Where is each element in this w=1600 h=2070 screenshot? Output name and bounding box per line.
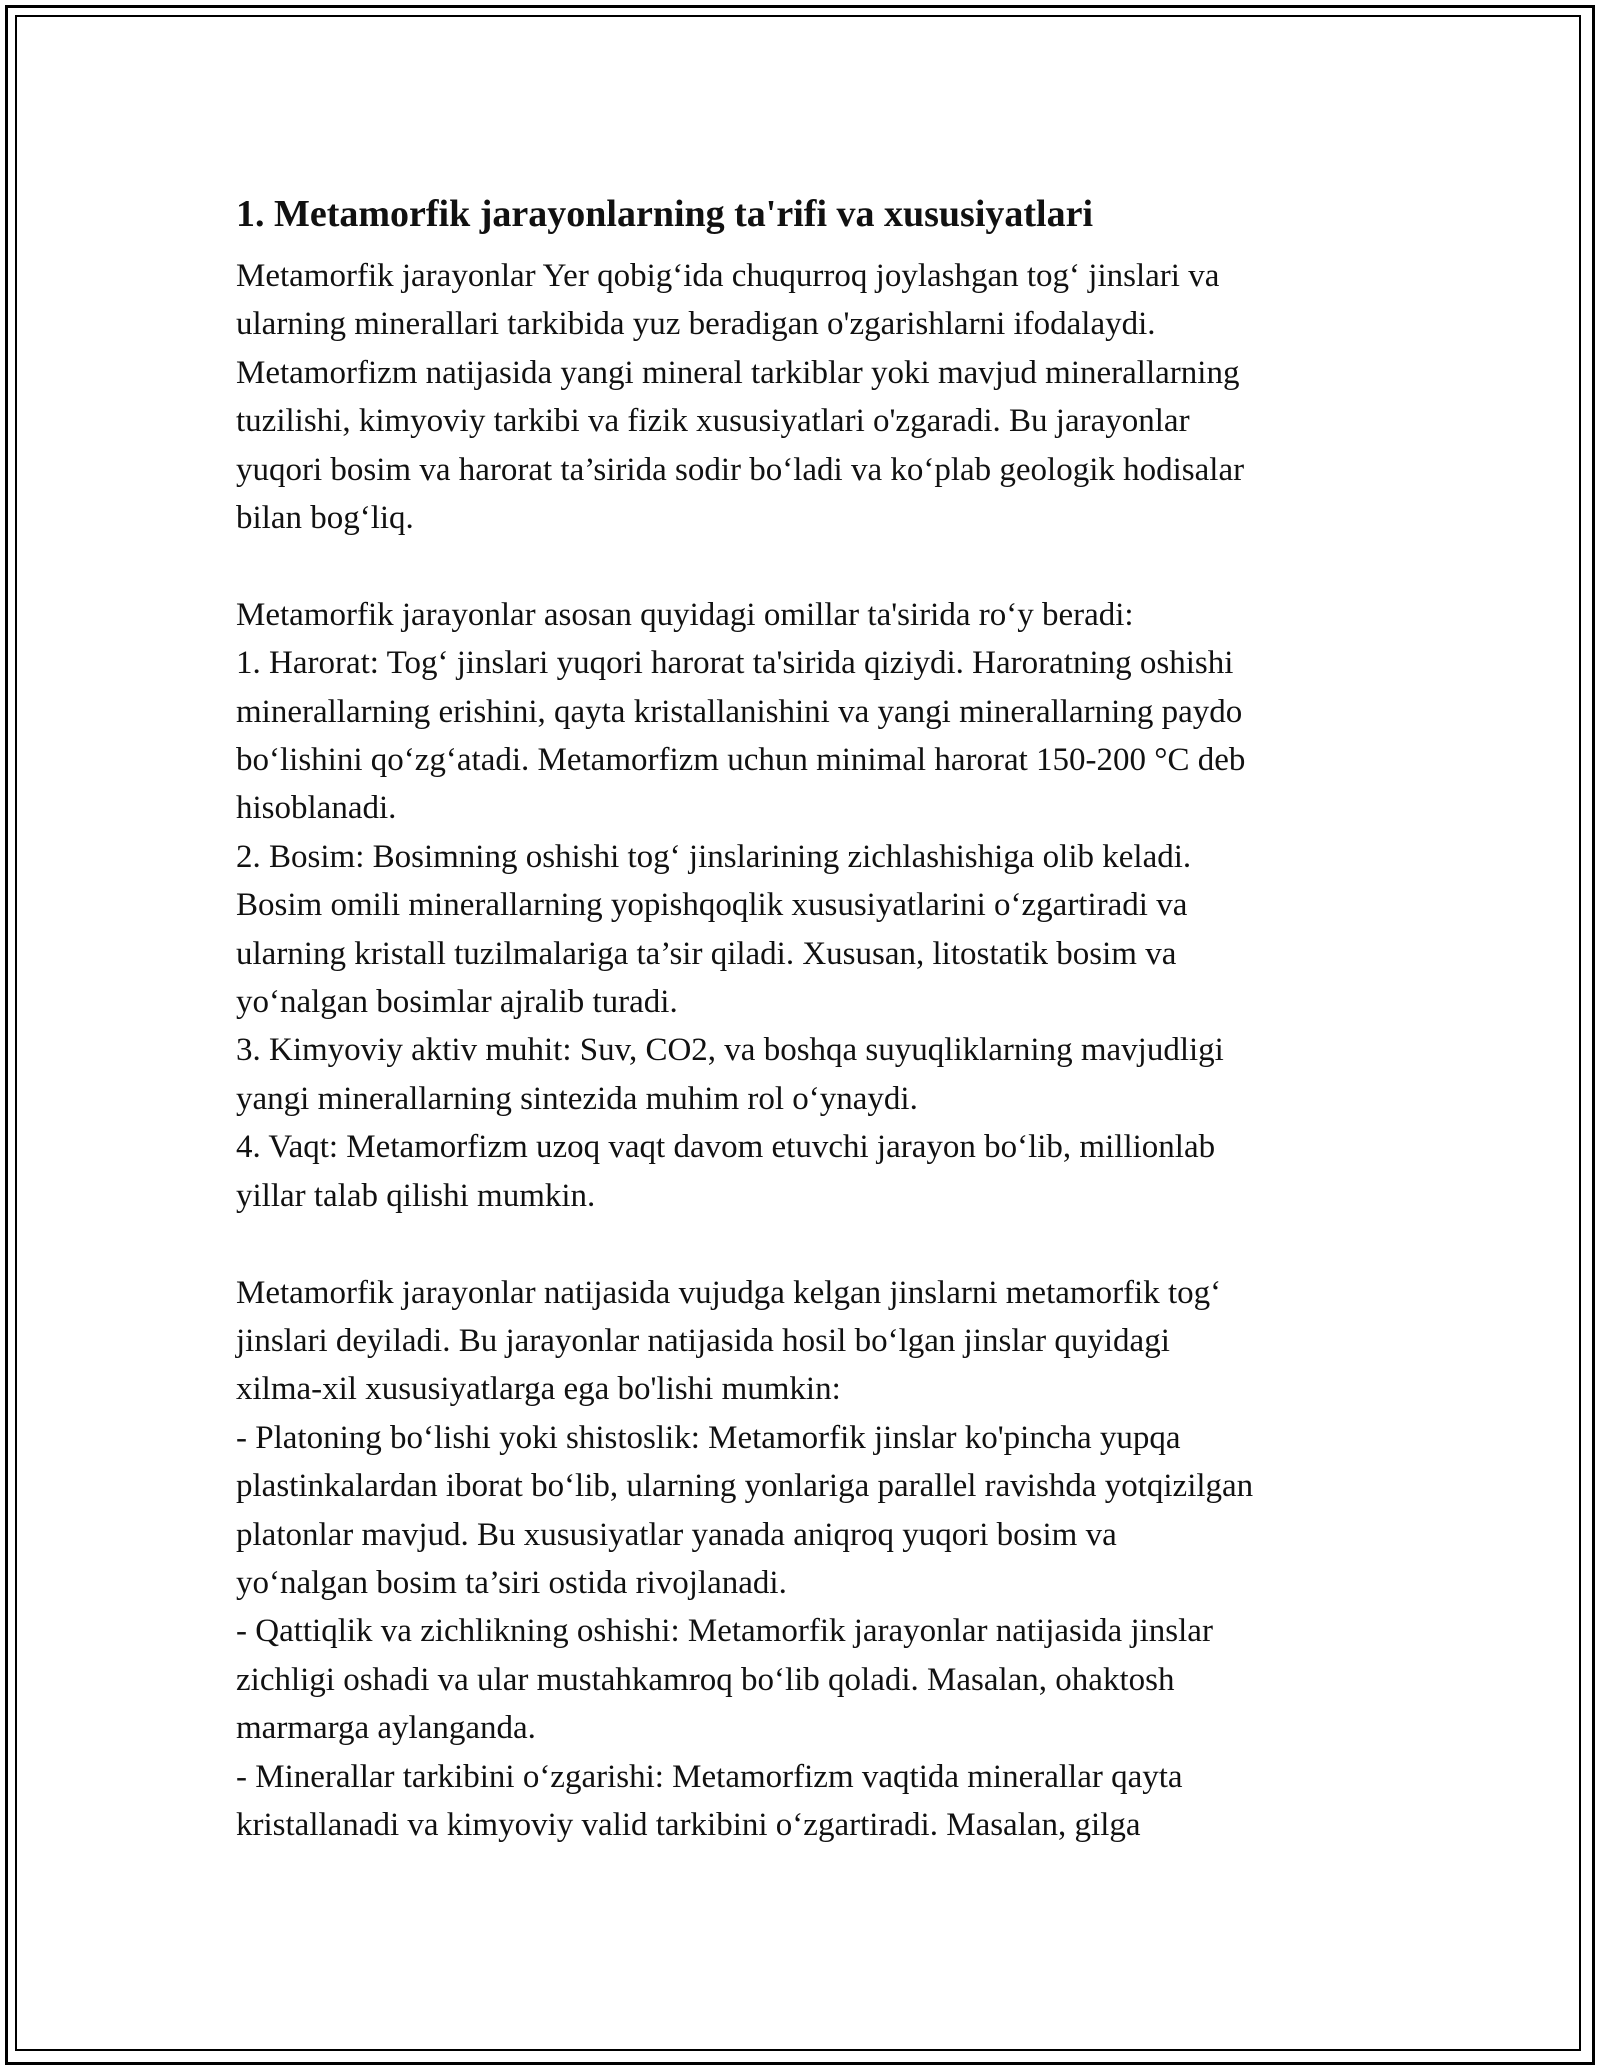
text-line: Metamorfik jarayonlar natijasida vujudga kelgan jinslarni metamorfik tog‘ bbox=[236, 1274, 1222, 1311]
text-line: yillar talab qilishi mumkin. bbox=[236, 1177, 596, 1214]
text-line: Metamorfik jarayonlar Yer qobig‘ida chuqurroq joylashgan tog‘ jinslari va bbox=[236, 258, 1220, 294]
text-line: minerallarning erishini, qayta kristallanishini va yangi minerallarning paydo bbox=[236, 693, 1243, 730]
text-line: Bosim omili minerallarning yopishqoqlik xususiyatlarini o‘zgartiradi va bbox=[236, 887, 1188, 924]
text-line: bilan bog‘liq. bbox=[236, 500, 414, 537]
paragraph-gap bbox=[236, 1220, 1386, 1268]
text-line: zichligi oshadi va ular mustahkamroq bo‘lib qoladi. Masalan, ohaktosh bbox=[236, 1661, 1175, 1698]
text-line: ularning kristall tuzilmalariga ta’sir qiladi. Xususan, litostatik bosim va bbox=[236, 935, 1177, 972]
text-line: plastinkalardan iborat bo‘lib, ularning yonlariga parallel ravishda yotqizilgan bbox=[236, 1468, 1254, 1505]
text-line: yuqori bosim va harorat ta’sirida sodir bo‘ladi va ko‘plab geologik hodisalar bbox=[236, 451, 1245, 488]
text-line: 1. Harorat: Tog‘ jinslari yuqori harorat ta'sirida qiziydi. Haroratning oshishi bbox=[236, 645, 1234, 682]
text-line: 4. Vaqt: Metamorfizm uzoq vaqt davom etuvchi jarayon bo‘lib, millionlab bbox=[236, 1129, 1216, 1166]
document-body bbox=[236, 184, 1386, 1849]
text-line: - Platoning bo‘lishi yoki shistoslik: Metamorfik jinslar ko'pincha yupqa bbox=[236, 1419, 1181, 1456]
text-line: - Minerallar tarkibini o‘zgarishi: Metamorfizm vaqtida minerallar qayta bbox=[236, 1758, 1183, 1795]
text-line: yangi minerallarning sintezida muhim rol o‘ynaydi. bbox=[236, 1080, 918, 1117]
section-heading: 1. Metamorfik jarayonlarning ta'rifi va xususiyatlari bbox=[236, 193, 1094, 235]
text-line: yo‘nalgan bosimlar ajralib turadi. bbox=[236, 984, 678, 1021]
text-line: hisoblanadi. bbox=[236, 790, 397, 827]
text-line: Metamorfik jarayonlar asosan quyidagi omillar ta'sirida ro‘y beradi: bbox=[236, 596, 1134, 633]
text-line: - Qattiqlik va zichlikning oshishi: Metamorfik jarayonlar natijasida jinslar bbox=[236, 1613, 1213, 1650]
text-line: yo‘nalgan bosim ta’siri ostida rivojlanadi. bbox=[236, 1564, 787, 1601]
text-line: ularning minerallari tarkibida yuz beradigan o'zgarishlarni ifodalaydi. bbox=[236, 306, 1156, 343]
paragraph-3 bbox=[236, 1269, 1386, 1850]
text-line: platonlar mavjud. Bu xususiyatlar yanada aniqroq yuqori bosim va bbox=[236, 1516, 1117, 1553]
text-line: 2. Bosim: Bosimning oshishi tog‘ jinslarining zichlashishiga olib keladi. bbox=[236, 838, 1192, 875]
text-line: Metamorfizm natijasida yangi mineral tarkiblar yoki mavjud minerallarning bbox=[236, 354, 1240, 391]
text-line: kristallanadi va kimyoviy valid tarkibini o‘zgartiradi. Masalan, gilga bbox=[236, 1806, 1141, 1843]
text-line: marmarga aylanganda. bbox=[236, 1710, 536, 1747]
text-line: jinslari deyiladi. Bu jarayonlar natijasida hosil bo‘lgan jinslar quyidagi bbox=[236, 1322, 1170, 1359]
text-line: bo‘lishini qo‘zg‘atadi. Metamorfizm uchun minimal harorat 150-200 °C deb bbox=[236, 742, 1246, 779]
text-line: 3. Kimyoviy aktiv muhit: Suv, CO2, va boshqa suyuqliklarning mavjudligi bbox=[236, 1032, 1224, 1069]
paragraph-2 bbox=[236, 591, 1386, 1220]
paragraph-gap bbox=[236, 542, 1386, 590]
paragraph-1 bbox=[236, 252, 1386, 542]
text-line: xilma-xil xususiyatlarga ega bo'lishi mumkin: bbox=[236, 1371, 841, 1408]
text-line: tuzilishi, kimyoviy tarkibi va fizik xususiyatlari o'zgaradi. Bu jarayonlar bbox=[236, 403, 1190, 440]
